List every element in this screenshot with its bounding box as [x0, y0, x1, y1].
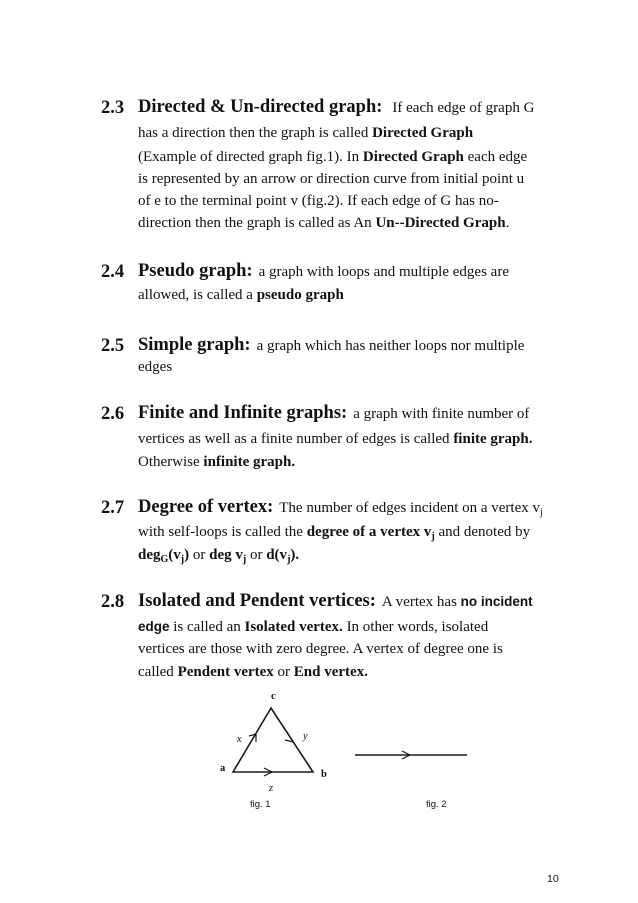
body-line: allowed, is called a pseudo graph: [138, 287, 344, 303]
body-line: $deg_G(v_j)$ or deg $v_j$ or $d(v_j)$.: [138, 547, 300, 565]
section-number: 2.6: [101, 404, 125, 424]
vertex-label-c: c: [271, 691, 276, 702]
body-line: vertices as well as a finite number of edges is called finite graph.: [138, 431, 533, 447]
section-number: 2.3: [101, 98, 125, 118]
section-title: Directed & Un-directed graph:: [138, 97, 383, 117]
section-intro: a graph which has neither loops nor multiple: [256, 338, 525, 354]
vertex-label-b: b: [321, 769, 327, 780]
section-intro: a graph with loops and multiple edges are: [258, 264, 509, 280]
edge-label-y: y: [303, 731, 308, 742]
body-line: edges: [138, 359, 173, 375]
section-intro: A vertex has no incident: [381, 594, 533, 610]
body-line: has a direction then the graph is called Directed Graph: [138, 125, 474, 141]
body-line: of e to the terminal point v (fig.2). If each edge of G has no-: [138, 193, 499, 209]
body-line: with self-loops is called the degree of a vertex $v_j$ and denoted by: [138, 524, 531, 542]
section-title: Pseudo graph:: [138, 261, 253, 281]
triangle-graph: [233, 708, 313, 772]
body-line: edge is called an Isolated vertex. In other words, isolated: [138, 619, 489, 635]
body-line: vertices are those with zero degree. A vertex of degree one is: [138, 641, 503, 657]
page-number: 10: [547, 873, 559, 885]
section-intro: The number of edges incident on a vertex $v_j$: [279, 500, 543, 518]
section-number: 2.5: [101, 336, 125, 356]
figure-caption-1: fig. 1: [250, 799, 271, 810]
body-line: is represented by an arrow or direction curve from initial point u: [138, 171, 525, 187]
section-number: 2.4: [101, 262, 125, 282]
body-line: Otherwise infinite graph.: [138, 454, 296, 470]
vertex-label-a: a: [220, 763, 226, 774]
section-title: Simple graph:: [138, 335, 251, 355]
arrow-icon: [249, 732, 410, 776]
section-intro: a graph with finite number of: [353, 406, 530, 422]
section-title: Isolated and Pendent vertices:: [138, 591, 376, 611]
edge-label-x: x: [237, 734, 242, 745]
section-intro: If each edge of graph G: [392, 100, 535, 116]
body-line: called Pendent vertex or End vertex.: [138, 664, 368, 680]
body-line: (Example of directed graph fig.1). In Directed Graph each edge: [138, 149, 528, 165]
body-line: direction then the graph is called as An Un--Directed Graph.: [138, 215, 510, 231]
figure-caption-2: fig. 2: [426, 799, 447, 810]
section-number: 2.8: [101, 592, 125, 612]
section-title: Finite and Infinite graphs:: [138, 403, 348, 423]
edge-label-z: z: [269, 783, 274, 794]
section-title: Degree of vertex:: [138, 497, 274, 517]
section-number: 2.7: [101, 498, 125, 518]
